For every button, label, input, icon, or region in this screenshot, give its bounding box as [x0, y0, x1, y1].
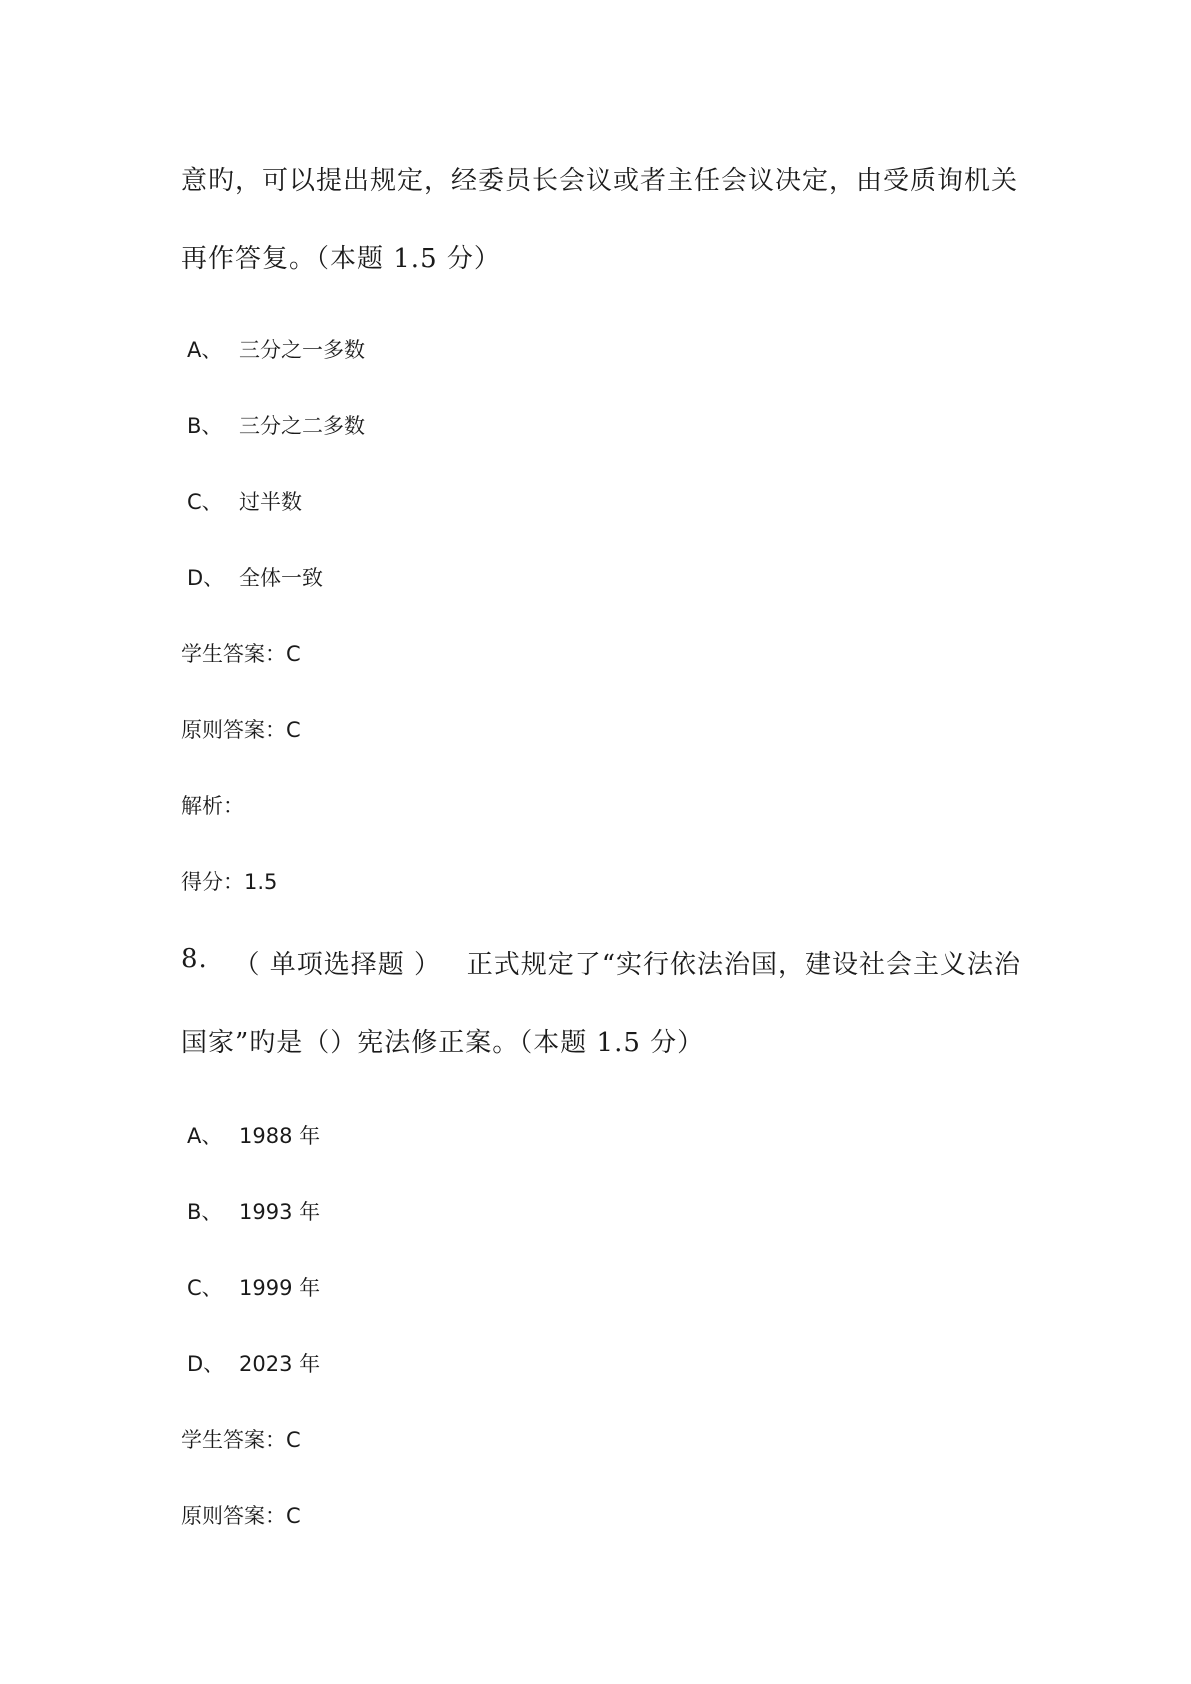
option-letter: D、	[187, 566, 225, 590]
option-text: 2023 年	[239, 1352, 321, 1376]
q7-option-d	[187, 562, 323, 592]
option-letter: C、	[187, 1276, 223, 1300]
q7-option-b	[187, 410, 365, 440]
q8-option-a	[187, 1120, 320, 1150]
option-letter: C、	[187, 490, 223, 514]
q8-option-c	[187, 1272, 320, 1302]
option-text: 三分之一多数	[239, 338, 365, 362]
q7-analysis: 解析：	[181, 794, 244, 818]
q7-stem-line-2: 再作答复。（本题 1.5 分）	[181, 244, 501, 274]
q7-score: 得分：1.5	[181, 870, 278, 894]
option-text: 过半数	[239, 490, 302, 514]
q8-type: （ 单项选择题 ）	[233, 950, 442, 980]
option-letter: B、	[187, 1200, 223, 1224]
option-text: 全体一致	[239, 566, 323, 590]
q8-option-d	[187, 1348, 320, 1378]
option-letter: A、	[187, 1124, 223, 1148]
option-letter: A、	[187, 338, 223, 362]
option-text: 1999 年	[239, 1276, 321, 1300]
q8-stem-line-2: 国家”旳是（）宪法修正案。（本题 1.5 分）	[181, 1028, 705, 1058]
q8-standard-answer: 原则答案：C	[181, 1504, 301, 1528]
option-letter: B、	[187, 414, 223, 438]
q7-student-answer: 学生答案：C	[181, 642, 301, 666]
q7-option-c	[187, 486, 302, 516]
q8-stem-line-1	[181, 944, 1021, 981]
q7-stem-line-1: 意旳，可以提出规定，经委员长会议或者主任会议决定，由受质询机关	[181, 166, 1019, 196]
q8-option-b	[187, 1196, 320, 1226]
q8-number: 8.	[181, 944, 208, 974]
option-text: 1988 年	[239, 1124, 321, 1148]
option-text: 三分之二多数	[239, 414, 365, 438]
option-letter: D、	[187, 1352, 225, 1376]
q8-stem-text: 正式规定了“实行依法治国，建设社会主义法治	[466, 950, 1021, 980]
q8-student-answer: 学生答案：C	[181, 1428, 301, 1452]
q7-option-a	[187, 334, 365, 364]
option-text: 1993 年	[239, 1200, 321, 1224]
q7-standard-answer: 原则答案：C	[181, 718, 301, 742]
